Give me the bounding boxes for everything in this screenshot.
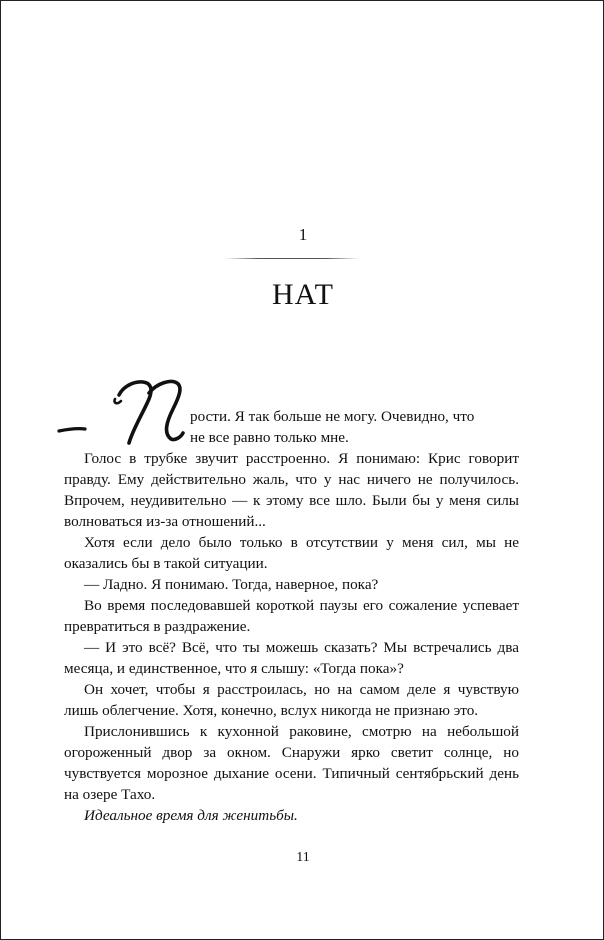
paragraph: Во время последовавшей короткой паузы его сожаление успевает превратиться в раздражение. (64, 597, 519, 635)
paragraph: Прислонившись к кухонной раковине, смотрю на небольшой огороженный двор за окном. Снаружи ярко светит солнце, но чувствуется морозное дыхание осени. Типичный сентябрьский день на озере Тахо. (64, 723, 519, 803)
paragraph-1-line-1: рости. Я так больше не могу. Очевидно, что (190, 408, 475, 425)
paragraph-italic: Идеальное время для женитьбы. (84, 807, 298, 824)
paragraph-1-line-2: не все равно только мне. (190, 429, 349, 446)
chapter-number: 1 (298, 225, 308, 244)
paragraph: Хотя если дело было только в отсутствии у меня сил, мы не оказались бы в такой ситуации. (64, 534, 519, 572)
paragraph: Голос в трубке звучит расстроенно. Я понимаю: Крис говорит правду. Ему действительно жаль, что у нас ничего не получилось. Впрочем, неудивительно — к этому все шло. Были бы у меня силы волноваться из-за отношений... (64, 450, 519, 530)
chapter-title: НАТ (271, 278, 335, 311)
paragraph: — И это всё? Всё, что ты можешь сказать? Мы встречались два месяца, и единственное, что я слышу: «Тогда пока»? (64, 639, 519, 677)
paragraph: — Ладно. Я понимаю. Тогда, наверное, пока? (84, 576, 379, 593)
page-number: 11 (296, 850, 310, 865)
chapter-body (64, 406, 519, 826)
chapter-divider (225, 258, 359, 259)
paragraph: Он хочет, чтобы я расстроилась, но на самом деле я чувствую лишь облегчение. Хотя, конечно, вслух никогда не признаю это. (64, 681, 519, 719)
